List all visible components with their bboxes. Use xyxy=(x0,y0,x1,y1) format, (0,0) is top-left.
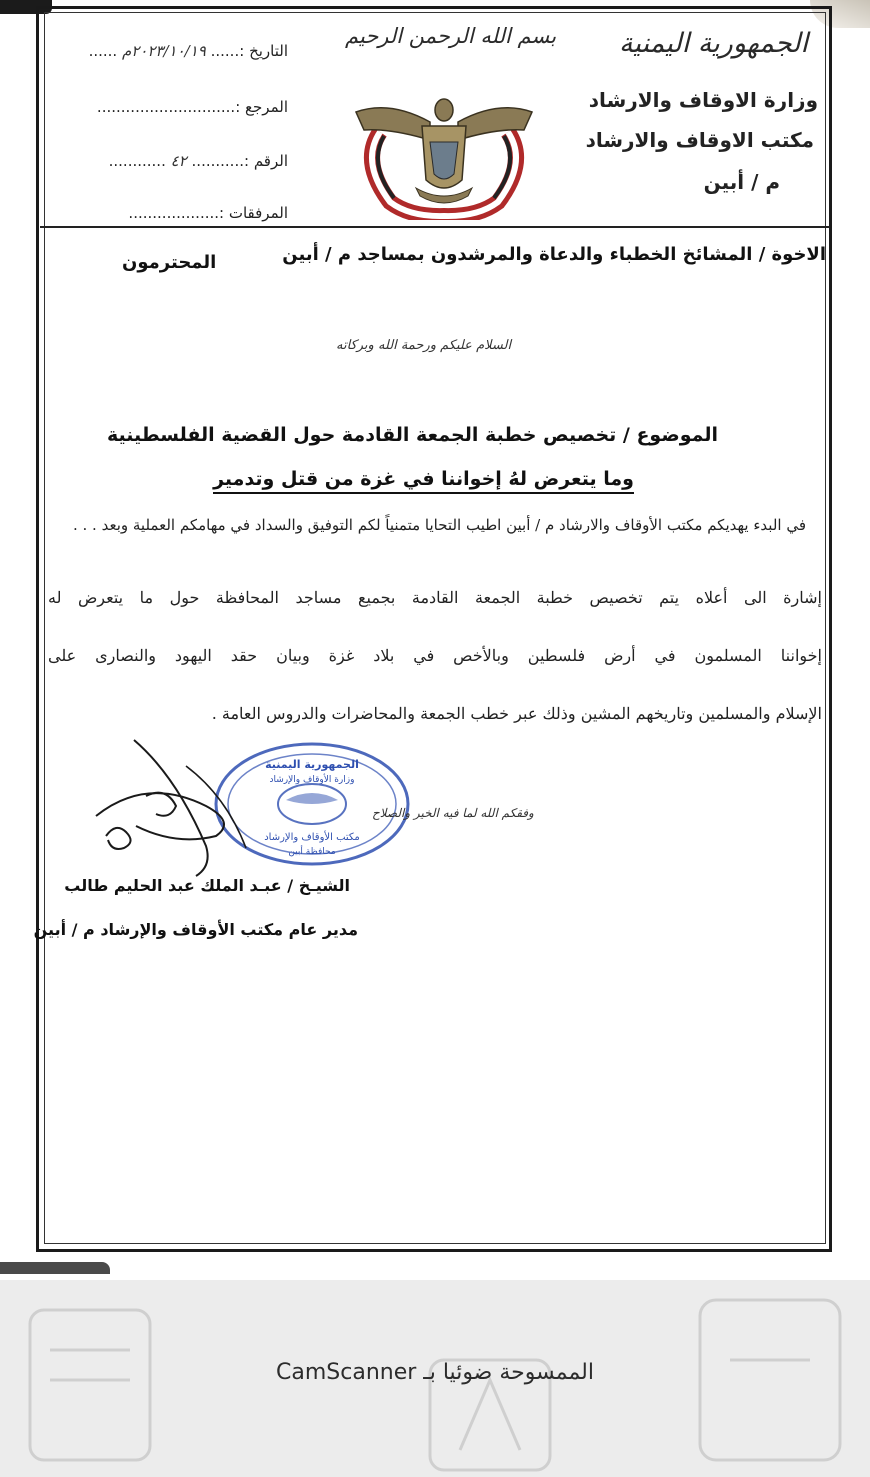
respectful-closing-word: المحترمون xyxy=(122,252,217,273)
district-name: م / أبين xyxy=(703,170,780,194)
stamp-ministry-text: وزارة الأوقاف والإرشاد xyxy=(269,775,355,785)
opening-paragraph: في البدء يهديكم مكتب الأوقاف والارشاد م / أبين اطيب التحايا متمنياً لكم التوفيق والسداد في مهامكم العملية وبعد . . . xyxy=(72,516,806,534)
attachments-label: المرفقات xyxy=(228,204,288,222)
subject-line-1: الموضوع / تخصيص خطبة الجمعة القادمة حول القضية الفلسطينية xyxy=(106,424,718,446)
scan-edge-bottom-shadow xyxy=(0,1262,110,1274)
signer-title: مدير عام مكتب الأوقاف والإرشاد م / أبين xyxy=(33,920,358,939)
office-name: مكتب الاوقاف والارشاد xyxy=(585,128,814,152)
handwritten-signature xyxy=(86,736,256,886)
ministry-name: وزارة الاوقاف والارشاد xyxy=(588,88,818,112)
attachments-field: المرفقات :................... xyxy=(128,204,288,222)
subject-line-2: وما يتعرض لهُ إخواننا في غزة من قتل وتدمير xyxy=(213,468,634,494)
reference-field: المرجع :............................. xyxy=(96,98,288,116)
date-label: التاريخ xyxy=(249,42,288,60)
closing-prayer: وفقكم الله لما فيه الخير والصلاح xyxy=(372,806,534,820)
scanner-footer xyxy=(0,1280,870,1477)
date-field: التاريخ :...... ٢٠٢٣/١٠/١٩م ...... xyxy=(88,42,288,60)
body-line-3: الإسلام والمسلمين وتاريخهم المشين وذلك عبر خطب الجمعة والمحاضرات والدروس العامة . xyxy=(211,704,822,723)
stamp-top-text: الجمهورية اليمنية xyxy=(265,758,359,771)
reference-label: المرجع xyxy=(245,98,288,116)
recipient-line: الاخوة / المشائخ الخطباء والدعاة والمرشدون بمساجد م / أبين xyxy=(282,244,826,265)
number-value: ٤٢ xyxy=(170,152,187,170)
republic-calligraphy: الجمهورية اليمنية xyxy=(618,28,808,59)
signer-name: الشيـخ / عبـد الملك عبد الحليم طالب xyxy=(64,876,350,895)
greeting-line: السلام عليكم ورحمة الله وبركاته xyxy=(336,338,512,353)
body-line-1: إشارة الى أعلاه يتم تخصيص خطبة الجمعة القادمة بجميع مساجد المحافظة حول ما يتعرض له xyxy=(48,588,822,607)
header-divider xyxy=(40,226,830,228)
body-line-2: إخواننا المسلمون في أرض فلسطين وبالأخص في بلاد غزة وبيان حقد اليهود والنصارى على xyxy=(48,646,823,665)
decorative-document-icon xyxy=(20,1300,180,1470)
camscanner-watermark: الممسوحة ضوئيا بـ CamScanner xyxy=(276,1360,594,1385)
date-value: ٢٠٢٣/١٠/١٩م xyxy=(121,42,206,60)
national-eagle-emblem-icon xyxy=(350,92,538,220)
basmala-calligraphy: بسم الله الرحمن الرحيم xyxy=(345,24,557,48)
stamp-governorate-text: محافظة أبين xyxy=(288,847,336,857)
stamp-office-text: مكتب الأوقاف والإرشاد xyxy=(264,832,360,843)
number-label: الرقم xyxy=(253,152,288,170)
number-field: الرقم :........... ٤٢ ............ xyxy=(108,152,288,170)
